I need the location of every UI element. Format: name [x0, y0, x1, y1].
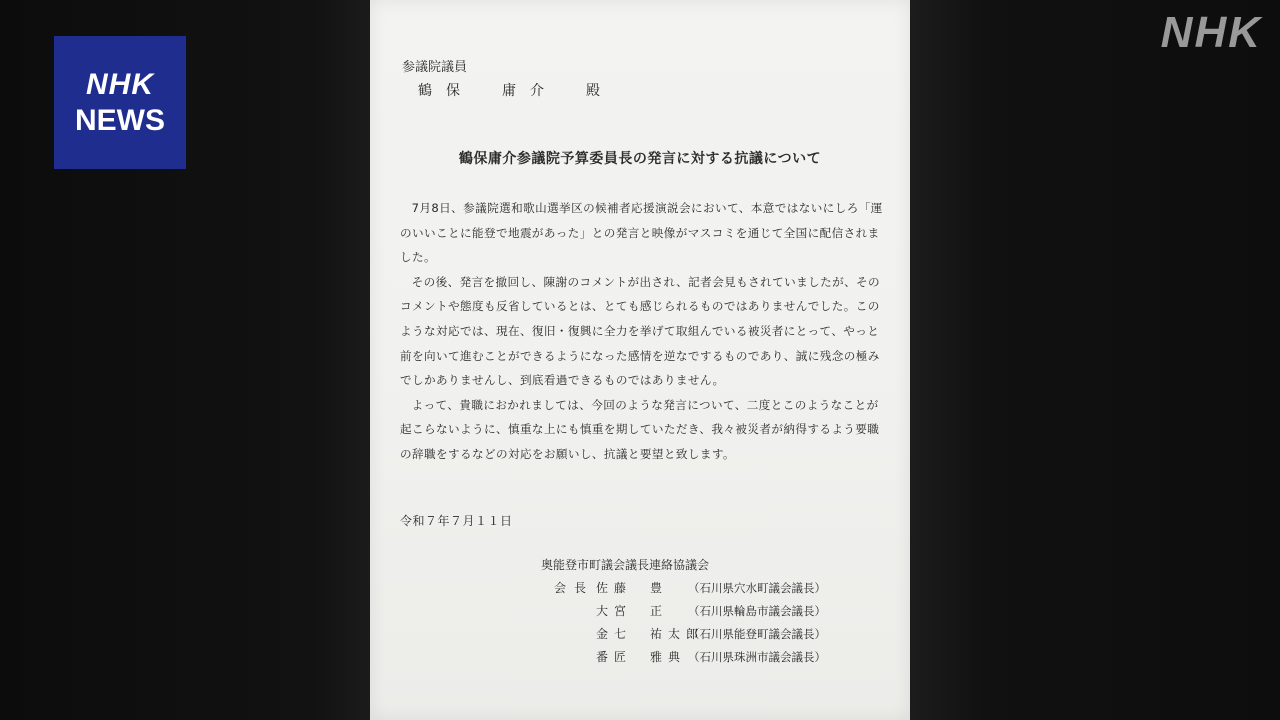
- nhk-corner-mark: NHK: [1160, 8, 1262, 57]
- document-title: 鶴保庸介参議院予算委員長の発言に対する抗議について: [458, 151, 822, 167]
- paragraph-1: 7月8日、参議院選和歌山選挙区の候補者応援演説会において、本意ではないにしろ「運のいいことに能登で地震があった」との発言と映像がマスコミを通じて全国に配信されました。: [400, 201, 883, 265]
- signer-row: [596, 648, 826, 665]
- signer-affiliation: （石川県珠洲市議会議長）: [688, 650, 826, 664]
- signer-row: [596, 602, 826, 619]
- recipient-title: 参議院議員: [402, 60, 468, 75]
- nhk-news-logo: [54, 36, 186, 169]
- protest-letter: [370, 0, 910, 720]
- signer-name: 佐藤 豊: [596, 581, 669, 595]
- logo-line-2: NEWS: [75, 103, 165, 137]
- right-background: [910, 0, 1280, 720]
- paragraph-3: よって、貴職におかれましては、今回のような発言について、二度とこのようなことが起こらないように、慎重な上にも慎重を期していただき、我々被災者が納得するよう要職の辞職をするなどの対応をお願いし、抗議と要望と致します。: [400, 397, 880, 461]
- signer-name: 金七 祐太郎: [596, 627, 705, 641]
- recipient-name: 鶴保 庸介 殿: [418, 83, 614, 99]
- signer-role: 会長: [554, 581, 595, 595]
- signer-affiliation: （石川県能登町議会議長）: [688, 627, 826, 641]
- signer-row: [596, 625, 826, 642]
- signer-name: 番匠 雅典: [596, 650, 687, 664]
- letter-body: [400, 196, 886, 467]
- signer-affiliation: （石川県穴水町議会議長）: [688, 581, 826, 595]
- signer-name: 大宮 正: [596, 604, 669, 618]
- letter-date: 令和７年７月１１日: [400, 514, 513, 528]
- organization-name: 奥能登市町議会議長連絡協議会: [541, 558, 710, 572]
- signer-row: [554, 579, 826, 596]
- logo-line-1: NHK: [86, 67, 154, 101]
- paragraph-2: その後、発言を撤回し、陳謝のコメントが出され、記者会見もされていましたが、そのコメントや態度も反省しているとは、とても感じられるものではありませんでした。このような対応では、現在、復旧・復興に全力を挙げて取組んでいる被災者にとって、やっと前を向いて進むことができるようになった感情を逆なでするものであり、誠に残念の極みでしかありませんし、到底看過できるものではありません。: [400, 274, 881, 388]
- signer-affiliation: （石川県輪島市議会議長）: [688, 604, 826, 618]
